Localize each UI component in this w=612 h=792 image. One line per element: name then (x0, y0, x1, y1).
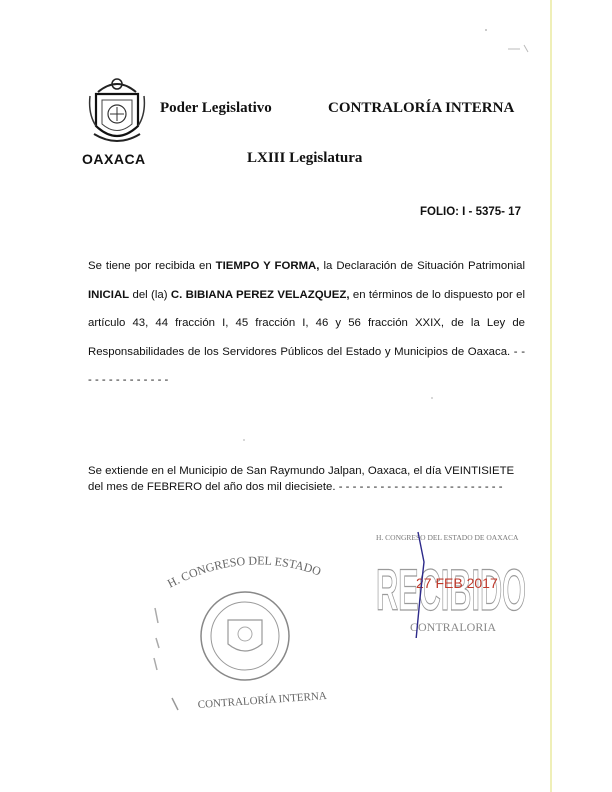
seal-bottom-text: CONTRALORÍA INTERNA (197, 690, 328, 711)
office-heading: CONTRALORÍA INTERNA (328, 100, 515, 116)
received-stamp-dept: CONTRALORIA (410, 620, 496, 634)
para1-bold-2: INICIAL (88, 288, 130, 301)
para1-text-4: en términos de lo dispuesto por el artículo 43, 44 fracción I, 45 fracción I, 46 y 56 fracción XXIX, de la Ley de Responsabilidades de los Servidores Públicos del Estado y Municipios de Oaxaca. - - - - - - - - - - - - - - (88, 288, 525, 387)
para1-bold-3: C. BIBIANA PEREZ VELAZQUEZ, (170, 288, 350, 301)
para1-text-2: la Declaración de Situación Patrimonial (319, 260, 525, 272)
issuance-paragraph: Se extiende en el Municipio de San Raymundo Jalpan, Oaxaca, el día VEINTISIETE del mes de FEBRERO del año dos mil diecisiete. - - - - - - - - - - - - - - - - - - - - - - - - (88, 465, 515, 493)
state-name: OAXACA (82, 151, 146, 167)
received-stamp-date: 27 FEB 2017 (416, 575, 498, 591)
seal-arc-textpath: H. CONGRESO DEL ESTADO (165, 553, 323, 591)
received-stamp-word: RECIBIDO (376, 558, 526, 623)
para1-text-1: Se tiene por recibida en (88, 260, 216, 272)
legislature-heading: LXIII Legislatura (247, 150, 363, 166)
para1-text-3: del (la) (129, 288, 171, 301)
folio-number: FOLIO: I - 5375- 17 (420, 206, 521, 218)
received-stamp-top-text: H. CONGRESO DEL ESTADO DE OAXACA (376, 533, 519, 542)
para1-bold-1: TIEMPO Y FORMA, (215, 260, 320, 272)
legislative-power-heading: Poder Legislativo (160, 100, 272, 116)
